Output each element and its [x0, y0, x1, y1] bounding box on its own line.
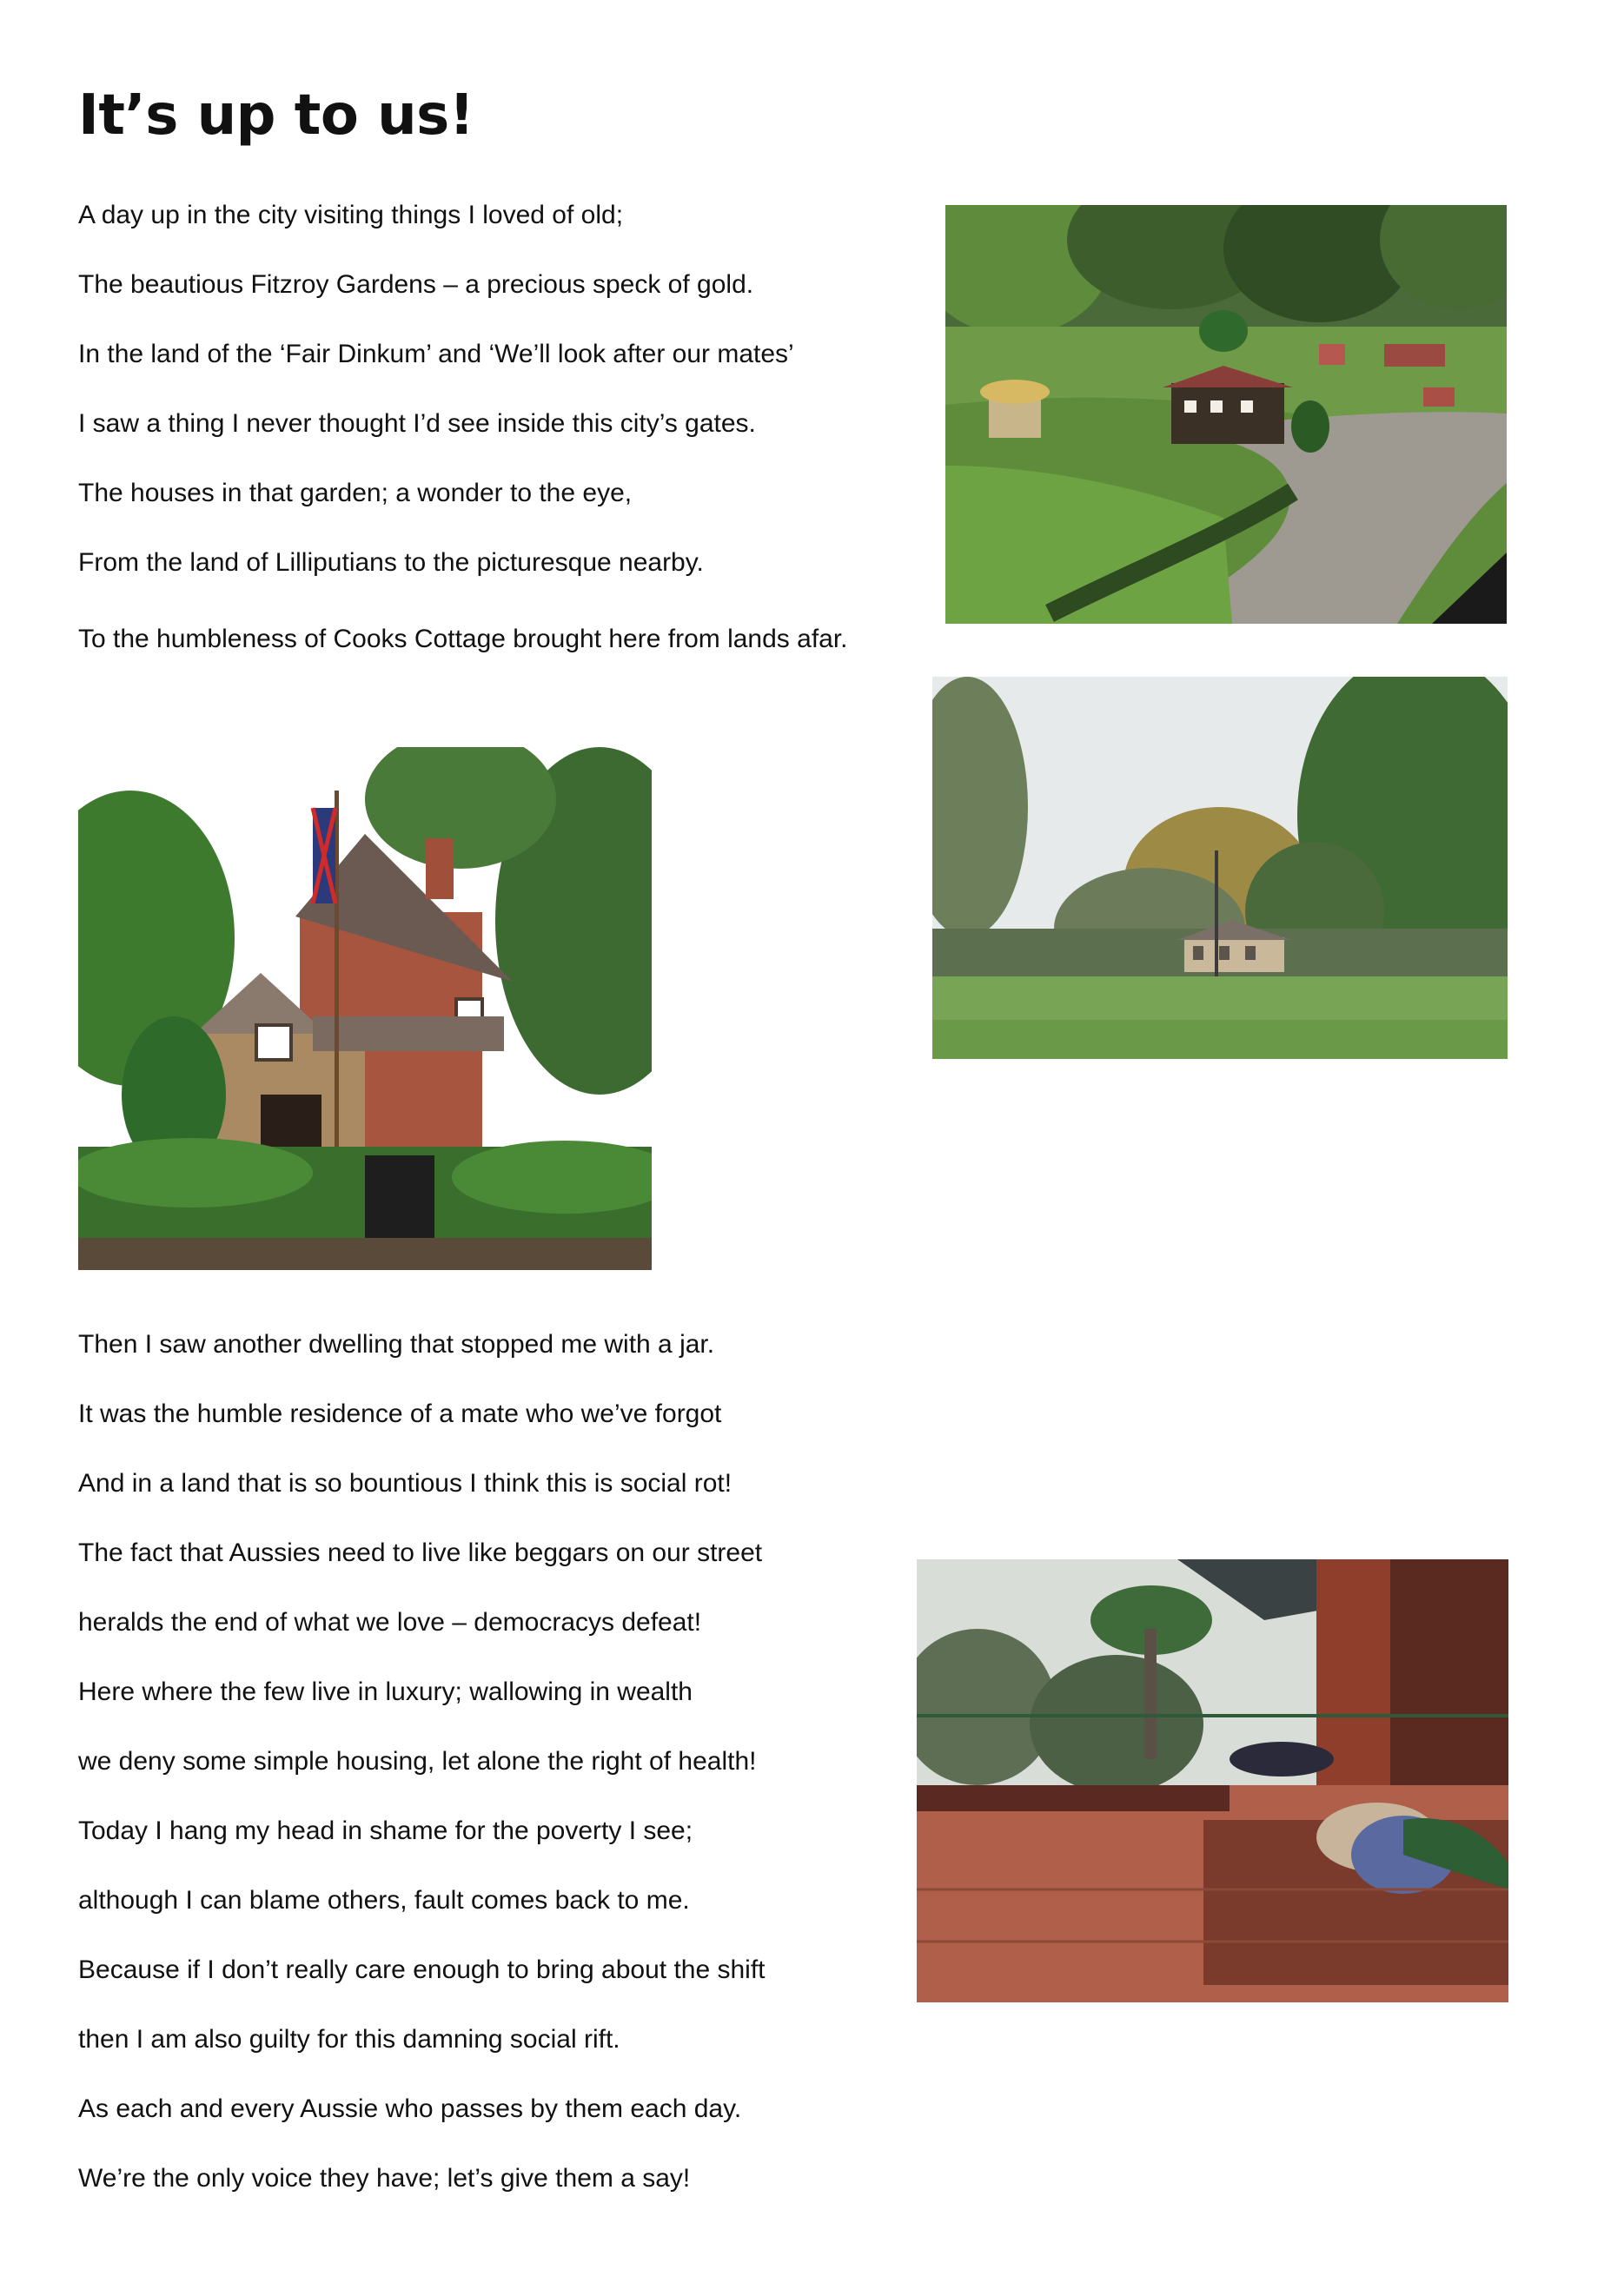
poem-line: although I can blame others, fault comes back to me.: [78, 1886, 690, 1915]
poem-line: Then I saw another dwelling that stopped me with a jar.: [78, 1330, 715, 1359]
cooks-cottage-photo: [78, 747, 652, 1270]
poem-line: I saw a thing I never thought I’d see inside this city’s gates.: [78, 409, 756, 438]
model-village-photo: [945, 205, 1507, 624]
poem-line: Because if I don’t really care enough to bring about the shift: [78, 1955, 766, 1984]
stanza-2: [78, 1327, 766, 2196]
poem-title: It’s up to us!: [78, 83, 474, 148]
poem-line: we deny some simple housing, let alone the right of health!: [78, 1747, 757, 1776]
poem-line: Today I hang my head in shame for the poverty I see;: [78, 1816, 693, 1845]
poem-line: And in a land that is so bountious I think this is social rot!: [78, 1469, 732, 1498]
poem-line: It was the humble residence of a mate who we’ve forgot: [78, 1399, 722, 1428]
poem-line: We’re the only voice they have; let’s give them a say!: [78, 2164, 691, 2193]
poem-line: From the land of Lilliputians to the picturesque nearby.: [78, 548, 704, 577]
poem-line: As each and every Aussie who passes by them each day.: [78, 2094, 742, 2123]
poem-line: The beautious Fitzroy Gardens – a precious speck of gold.: [78, 270, 754, 299]
poem-line: A day up in the city visiting things I loved of old;: [78, 201, 624, 229]
garden-lawn-house-photo: [932, 677, 1508, 1059]
poem-line: The fact that Aussies need to live like beggars on our street: [78, 1538, 763, 1567]
stanza-1: [78, 198, 848, 657]
rough-sleeper-shelter-photo: [917, 1559, 1508, 2002]
poem-line: In the land of the ‘Fair Dinkum’ and ‘We’ll look after our mates’: [78, 340, 794, 368]
poem-line: heralds the end of what we love – democracys defeat!: [78, 1608, 702, 1637]
poem-line: To the humbleness of Cooks Cottage brought here from lands afar.: [78, 625, 848, 653]
poem-line: then I am also guilty for this damning social rift.: [78, 2025, 620, 2054]
poem-line: Here where the few live in luxury; wallowing in wealth: [78, 1677, 693, 1706]
poem-line: The houses in that garden; a wonder to the eye,: [78, 479, 633, 507]
